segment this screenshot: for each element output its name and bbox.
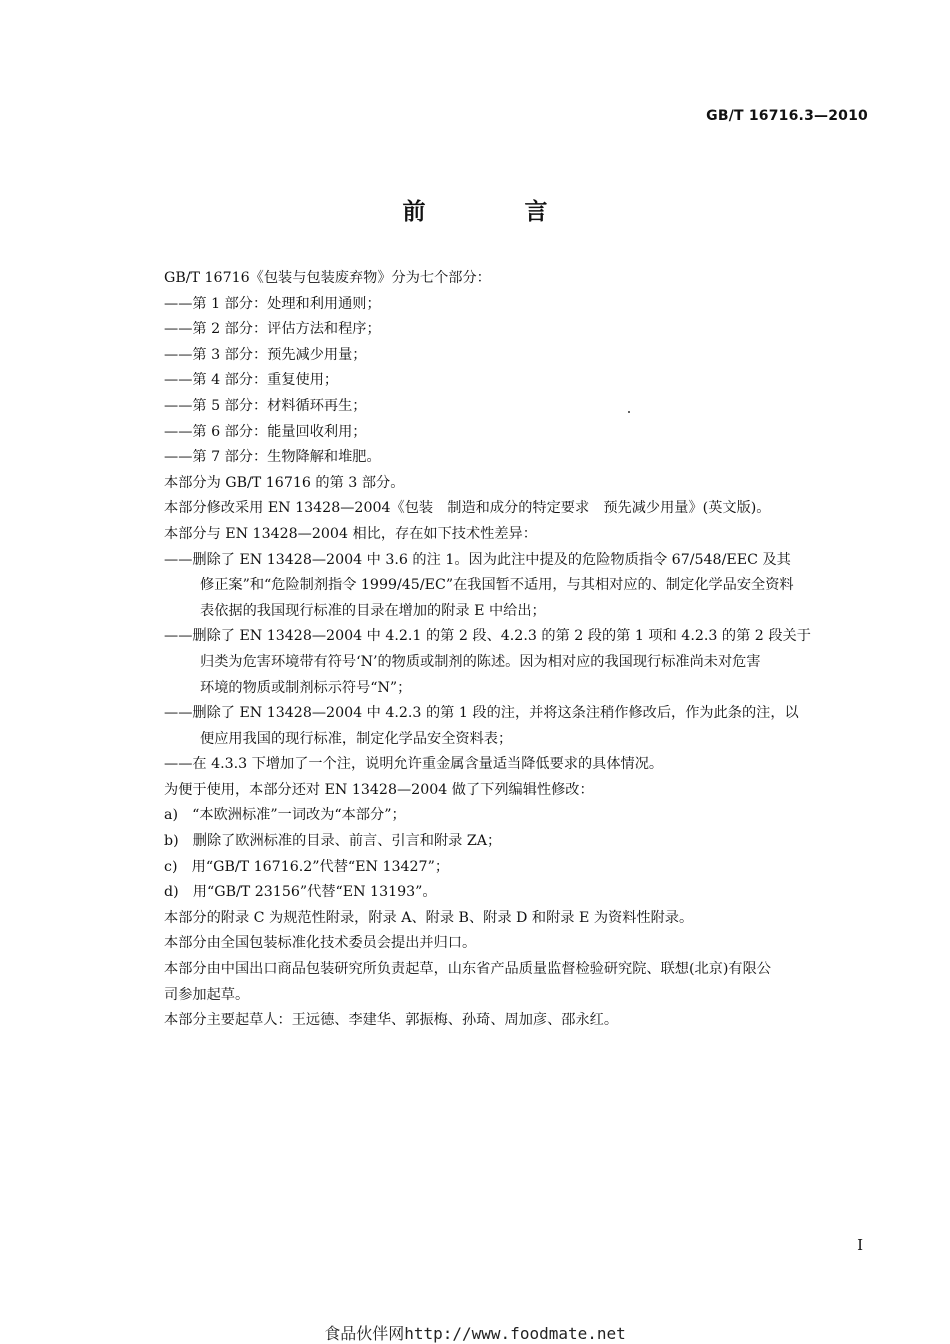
part-item: ——第 3 部分：预先减少用量； xyxy=(164,346,367,363)
editorial-item: a) “本欧洲标准”一词改为“本部分”； xyxy=(164,807,406,824)
part-item: ——第 7 部分：生物降解和堆肥。 xyxy=(164,449,381,466)
editorial-item: c) 用“GB/T 16716.2”代替“EN 13427”； xyxy=(164,858,450,875)
differences-intro: 本部分与 EN 13428—2004 相比，存在如下技术性差异： xyxy=(164,525,537,542)
difference-1-line: 表依据的我国现行标准的目录在增加的附录 E 中给出； xyxy=(200,602,546,619)
difference-2-line: 归类为危害环境带有符号‘N’的物质或制剂的陈述。因为相对应的我国现行标准尚未对危害 xyxy=(200,653,761,670)
difference-1-line: 修正案”和“危险制剂指令 1999/45/EC”在我国暂不适用，与其相对应的、制定化学品安全资料 xyxy=(200,577,794,594)
page-number: I xyxy=(857,1236,863,1254)
foreword-body xyxy=(164,266,870,1034)
difference-3-line: 便应用我国的现行标准，制定化学品安全资料表； xyxy=(200,730,513,747)
difference-2-line: 环境的物质或制剂标示符号“N”； xyxy=(200,679,412,696)
difference-4-line: ——在 4.3.3 下增加了一个注，说明允许重金属含量适当降低要求的具体情况。 xyxy=(164,756,664,773)
part-item: ——第 4 部分：重复使用； xyxy=(164,372,339,389)
footer-watermark: 食品伙伴网http://www.foodmate.net xyxy=(324,1324,626,1343)
part-item: ——第 2 部分：评估方法和程序； xyxy=(164,321,381,338)
part-item: ——第 6 部分：能量回收利用； xyxy=(164,423,367,440)
editorial-item: d) 用“GB/T 23156”代替“EN 13193”。 xyxy=(164,884,437,901)
difference-2-line: ——删除了 EN 13428—2004 中 4.2.1 的第 2 段、4.2.3 的第 2 段的第 1 项和 4.2.3 的第 2 段关于 xyxy=(164,628,811,645)
editorial-item: b) 删除了欧洲标准的目录、前言、引言和附录 ZA； xyxy=(164,833,502,850)
drafters-paragraph: 本部分主要起草人：王远德、李建华、郭振梅、孙琦、周加彦、邵永红。 xyxy=(164,1012,619,1029)
part-item: ——第 5 部分：材料循环再生； xyxy=(164,397,367,414)
drafting-org-line: 本部分由中国出口商品包装研究所负责起草，山东省产品质量监督检验研究院、联想(北京)有限公 xyxy=(164,961,771,978)
proposer-paragraph: 本部分由全国包装标准化技术委员会提出并归口。 xyxy=(164,935,477,952)
difference-3-line: ——删除了 EN 13428—2004 中 4.2.3 的第 1 段的注，并将这条注稍作修改后，作为此条的注，以 xyxy=(164,705,799,722)
annex-paragraph: 本部分的附录 C 为规范性附录，附录 A、附录 B、附录 D 和附录 E 为资料性附录。 xyxy=(164,909,694,926)
difference-1-line: ——删除了 EN 13428—2004 中 3.6 的注 1。因为此注中提及的危险物质指令 67/548/EEC 及其 xyxy=(164,551,791,568)
editorial-intro: 为便于使用，本部分还对 EN 13428—2004 做了下列编辑性修改： xyxy=(164,781,594,798)
adoption-paragraph: 本部分修改采用 EN 13428—2004《包装 制造和成分的特定要求 预先减少用量》(英文版)。 xyxy=(164,500,771,517)
intro-paragraph: GB/T 16716《包装与包装废弃物》分为七个部分： xyxy=(164,270,491,286)
standard-code: GB/T 16716.3—2010 xyxy=(706,108,868,124)
page-title: 前 言 xyxy=(402,199,586,225)
part-item: ——第 1 部分：处理和利用通则； xyxy=(164,295,381,312)
this-part-paragraph: 本部分为 GB/T 16716 的第 3 部分。 xyxy=(164,474,405,491)
drafting-org-line: 司参加起草。 xyxy=(164,986,250,1003)
